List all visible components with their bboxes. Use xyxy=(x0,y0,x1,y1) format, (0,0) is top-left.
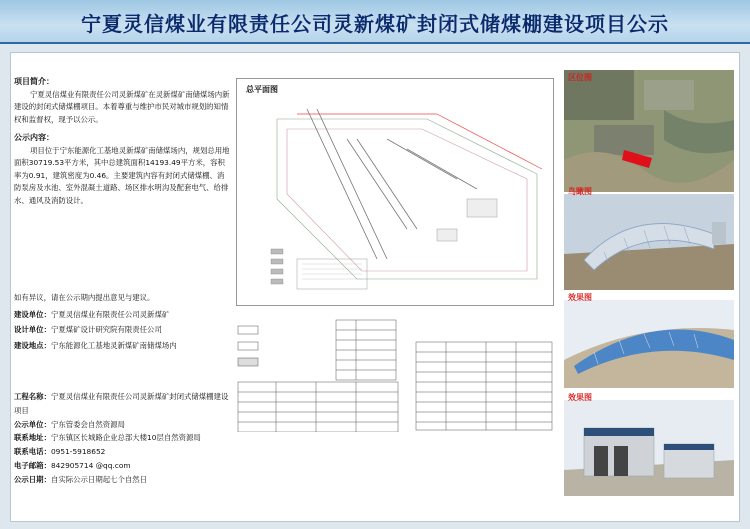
intro-heading: 项目简介： xyxy=(14,77,54,86)
location-photo-svg xyxy=(564,70,734,192)
unit-row: 建设单位：宁夏灵信煤业有限责任公司灵新煤矿 xyxy=(14,309,170,319)
effect-render-1-svg xyxy=(564,300,734,388)
objection-section xyxy=(14,292,230,352)
aerial-render-svg xyxy=(564,194,734,290)
effect-render-2-svg xyxy=(564,400,734,496)
info-row: 电子邮箱：842905714 @qq.com xyxy=(14,460,131,470)
effect-render-1 xyxy=(564,300,734,388)
intro-text: 宁夏灵信煤业有限责任公司灵新煤矿在灵新煤矿南储煤场内新建设的封闭式储煤棚项目。本着尊重与维护市民对城市规划的知情权和监督权，现予以公示。 xyxy=(14,89,230,124)
site-plan-drawing xyxy=(236,78,554,306)
info-row: 公示日期：自实际公示日期起七个自然日 xyxy=(14,474,148,484)
info-row: 联系地址：宁东镇区长城路企业总部大楼10层自然资源局 xyxy=(14,433,201,443)
effect-render-2-label: 效果图 xyxy=(568,393,592,402)
title-banner xyxy=(0,0,750,44)
content-text: 项目位于宁东能源化工基地灵新煤矿南储煤场内，规划总用地面积30719.53平方米，其中总建筑面积14193.49平方米，容积率为0.91，建筑密度为0.46。主要建筑内容有封闭式储煤棚、消防泵房及水池、室外混凝土道路、场区排水明沟及配套电气、给排水、通风及消防设计。 xyxy=(14,145,230,205)
page-title: 宁夏灵信煤业有限责任公司灵新煤矿封闭式储煤棚建设项目公示 xyxy=(81,12,669,36)
aerial-render xyxy=(564,194,734,290)
info-section xyxy=(14,390,230,487)
objection-text: 如有异议，请在公示期内提出意见与建议。 xyxy=(14,293,155,302)
unit-row: 建设地点：宁东能源化工基地灵新煤矿南储煤场内 xyxy=(14,340,177,350)
effect-render-2 xyxy=(564,400,734,496)
effect-render-1-label: 效果图 xyxy=(568,293,592,302)
info-row: 联系电话：0951-5918652 xyxy=(14,447,106,457)
tables-svg xyxy=(236,312,554,432)
location-photo-label: 区位图 xyxy=(568,73,592,82)
aerial-render-label: 鸟瞰图 xyxy=(568,187,592,196)
plan-title: 总平面图 xyxy=(246,85,278,94)
location-photo xyxy=(564,70,734,192)
unit-row: 设计单位：宁夏煤矿设计研究院有限责任公司 xyxy=(14,325,162,334)
intro-section xyxy=(14,76,230,207)
content-heading: 公示内容： xyxy=(14,133,54,142)
info-row: 公示单位：宁东管委会自然资源局 xyxy=(14,419,125,429)
info-row: 工程名称：宁夏灵信煤业有限责任公司灵新煤矿封闭式储煤棚建设项目 xyxy=(14,392,229,415)
legend-and-tables xyxy=(236,312,554,432)
site-plan-svg xyxy=(237,79,555,307)
